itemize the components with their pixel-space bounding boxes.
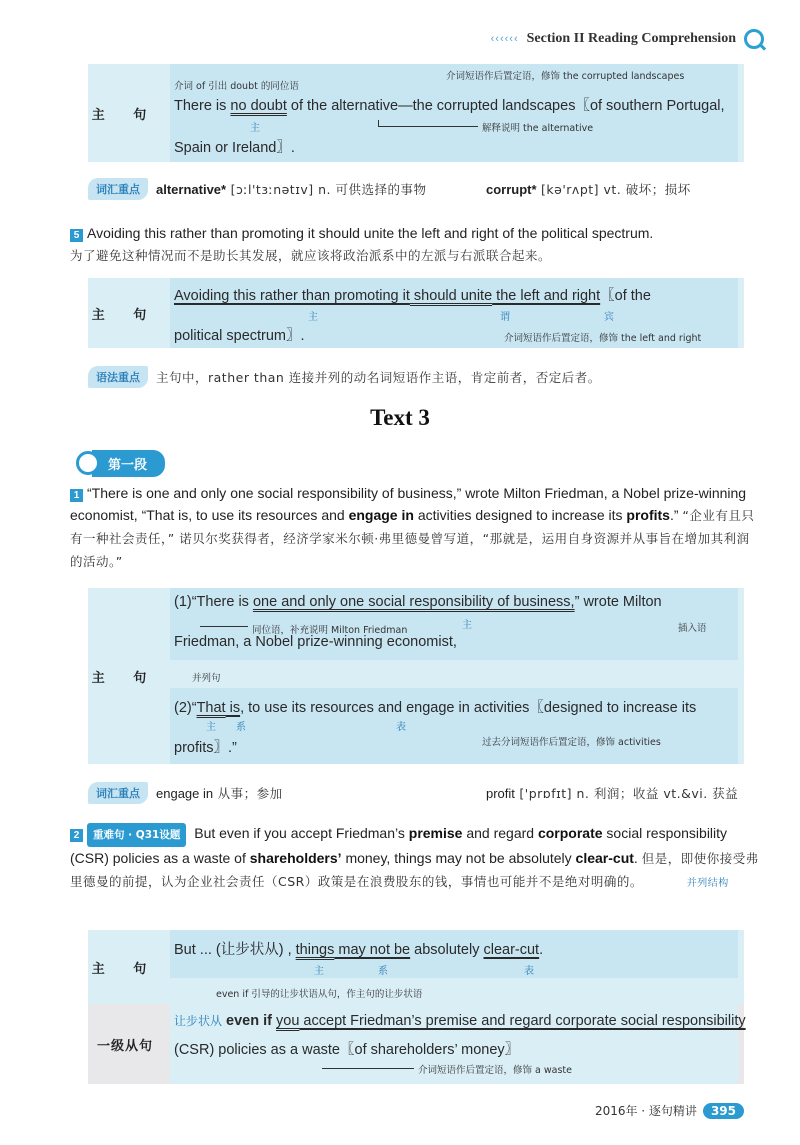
note: 介词 of 引出 doubt 的同位语 (174, 81, 299, 92)
mark-verb: 系 (378, 966, 388, 977)
vocab-right: corrupt* [kə'rʌpt] vt. 破坏；损坏 (486, 182, 691, 197)
mark-predicative: 表 (396, 722, 406, 733)
sentence-line: Friedman, a Nobel prize-winning economist, (174, 634, 457, 650)
mark-subject: 主 (308, 312, 318, 323)
analysis-box-4 (88, 930, 744, 1004)
sentence-line: (2)“That is, to use its resources and engage in activities〖designed to increase its (174, 700, 697, 716)
magnifier-icon (744, 29, 764, 49)
vocab-left: engage in 从事；参加 (156, 786, 283, 801)
box-content (170, 588, 738, 764)
note: 解释说明 the alternative (482, 123, 594, 134)
mark-subject: 主 (206, 722, 216, 733)
vocab-tag: 词汇重点 (88, 782, 148, 804)
sentence-block-1 (170, 588, 738, 660)
paragraph-chinese: “企业有且只有一种社会责任，” 诺贝尔奖获得者，经济学家米尔顿·弗里德曼曾写道，“那就是，运用自身资源并从事旨在增加其利润的活动。” (70, 508, 755, 569)
analysis-box-1 (88, 64, 744, 162)
note: 介词短语作后置定语，修饰 the corrupted landscapes (446, 71, 685, 82)
sentence-line: Spain or Ireland〗. (174, 140, 295, 156)
section-title: Section II Reading Comprehension (526, 31, 736, 46)
box-label: 主 句 (91, 307, 159, 323)
key-sentence-tag: 重难句 · Q31设题 (87, 823, 186, 847)
footer-label: 2016年 · 逐句精讲 (594, 1104, 697, 1118)
page-header (491, 26, 764, 52)
paragraph-english: Avoiding this rather than promoting it should unite the left and right of the political spectrum. (87, 225, 654, 241)
box-label: 主 句 (91, 670, 159, 686)
grammar-tag: 语法重点 (88, 366, 148, 388)
analysis-box-3 (88, 588, 744, 764)
paragraph-number: 1 (70, 489, 83, 502)
section-label: 第一段 (92, 450, 165, 477)
vocab-row (88, 178, 744, 200)
box-content (170, 930, 738, 978)
note: even if 引导的让步状语从句，作主句的让步状语 (216, 989, 423, 1000)
paragraph-chinese: 为了避免这种情况而不是助长其发展，就应该将政治派系中的左派与右派联合起来。 (70, 248, 552, 263)
mark-object: 宾 (604, 312, 614, 323)
magnifier-icon (76, 451, 100, 475)
arrow (322, 1068, 414, 1069)
sentence-line: (1)“There is one and only one social responsibility of business,” wrote Milton (174, 594, 662, 610)
sentence-line: There is no doubt of the alternative—the corrupted landscapes〖of southern Portugal, (174, 98, 725, 114)
grammar-row (88, 366, 744, 388)
note: 同位语，补充说明 Milton Friedman (252, 625, 408, 636)
mark-verb: 系 (236, 722, 246, 733)
mark-subject: 主 (314, 966, 324, 977)
vocab-left: alternative* [ɔːl'tɜːnətɪv] n. 可供选择的事物 (156, 182, 427, 197)
analysis-box-2 (88, 278, 744, 348)
section-badge (76, 451, 165, 475)
arrow (378, 126, 478, 127)
sentence-line: profits〗.” (174, 740, 237, 756)
sentence-line: political spectrum〗. (174, 328, 305, 344)
paragraph-2: 2 重难句 · Q31设题 But even if you accept Friedman’s premise and regard corporate social responsibility (CSR) policies as a waste of shareholders’ money, things may not be absolutely clear-cut. 但是，即使你接受弗里德曼的前提，认为企业社会责任（CSR）政策是在浪费股东的钱，事情也可能并不是绝对明确的。 并列结构 (70, 825, 759, 889)
page-number: 395 (703, 1103, 744, 1119)
note: 过去分词短语作后置定语，修饰 activities (482, 737, 661, 748)
mark-subject: 主 (462, 620, 472, 631)
page-footer (595, 1102, 744, 1119)
grammar-text: 主句中，rather than 连接并列的动名词短语作主语，肯定前者，否定后者。 (156, 370, 601, 385)
arrow (378, 120, 379, 127)
box-label: 主 句 (91, 961, 159, 977)
sentence-block-2 (170, 688, 738, 764)
mark-subject: 主 (250, 123, 260, 134)
paragraph-1: 1 “There is one and only one social responsibility of business,” wrote Milton Friedman, a Nobel prize-winning economist, “That is, to use its resources and engage in activities designed to increase its profits.” “企业有且只有一种社会责任，” 诺贝尔奖获得者，经济学家米尔顿·弗里德曼曾写道，“那就是，运用自身资源并从事旨在增加其利润的活动。” (70, 485, 755, 569)
coordinate-label: 并列句 (192, 673, 221, 684)
sentence-line: But ... (让步状从) , things may not be absolutely clear-cut. (174, 942, 544, 958)
box-label: 一级从句 (96, 1038, 153, 1054)
mark-predicative: 表 (524, 966, 534, 977)
paragraph-chinese: 但是，即使你接受弗里德曼的前提，认为企业社会责任（CSR）政策是在浪费股东的钱，事情也可能并不是绝对明确的。 (70, 851, 759, 889)
arrow (200, 626, 248, 627)
note: 介词短语作后置定语，修饰 a waste (418, 1065, 572, 1076)
paragraph-number: 2 (70, 829, 83, 842)
analysis-box-5 (88, 1004, 744, 1084)
note: 插入语 (678, 623, 707, 634)
box-content (170, 64, 738, 162)
paragraph-number: 5 (70, 229, 83, 242)
sentence-line: 让步状从 even if you accept Friedman’s premise and regard corporate social responsibility (174, 1013, 746, 1029)
box-label: 主 句 (91, 107, 159, 123)
vocab-right: profit ['prɒfɪt] n. 利润；收益 vt.&vi. 获益 (486, 786, 739, 801)
sentence-line: Avoiding this rather than promoting it should unite the left and right〖of the (174, 288, 651, 304)
vocab-tag: 词汇重点 (88, 178, 148, 200)
box-content (170, 278, 738, 348)
note: 介词短语作后置定语，修饰 the left and right (504, 333, 702, 344)
box-content (170, 1004, 746, 1084)
parallel-note: 并列结构 (686, 878, 729, 889)
mark-predicate: 谓 (500, 312, 510, 323)
vocab-row (88, 782, 744, 804)
paragraph-5 (70, 222, 760, 267)
chevrons-left-icon: ‹‹‹‹‹‹ (490, 33, 519, 45)
text-heading: Text 3 (370, 405, 430, 430)
sentence-line: (CSR) policies as a waste〖of shareholders’ money〗 (174, 1042, 520, 1058)
